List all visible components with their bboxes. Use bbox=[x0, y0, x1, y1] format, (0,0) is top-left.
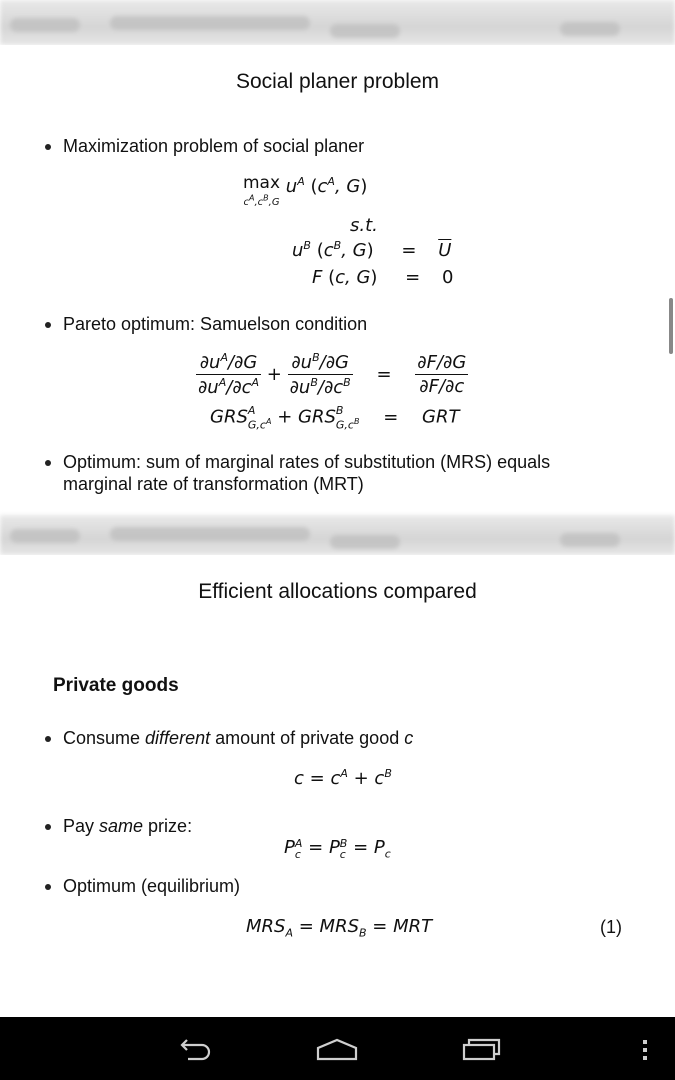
sum-equation: $c = c^A + c^B$ bbox=[294, 767, 392, 789]
bullet-dot bbox=[45, 460, 51, 466]
bullet-item: Consume different amount of private good c bbox=[45, 727, 605, 749]
scrollbar-thumb[interactable] bbox=[669, 298, 673, 354]
bullet-dot bbox=[45, 322, 51, 328]
blurred-toolbar-middle bbox=[0, 515, 675, 555]
grs-grt-equation: GRSA $G,c^A$ + GRSB $G,c^B$ = GRT bbox=[210, 404, 460, 432]
navigation-bar bbox=[0, 1017, 675, 1080]
bullet-item: Pay same prize: bbox=[45, 815, 605, 837]
samuelson-equation: $\frac{\partial u^A/\partial G}{\partial u^A/\partial c^A}$ + $\frac{\partial u^B/\partial G}{\partial u^B/\partial c^B}$ = $\frac{\partial F/\partial G}{\partial F/\partial c}$ bbox=[198, 351, 467, 398]
overflow-menu-icon[interactable] bbox=[640, 1039, 650, 1061]
constraint-utility: $u^B$ ($c^B$, $G) = \overline{U}$ bbox=[292, 239, 452, 261]
bullet-item: Maximization problem of social planer bbox=[45, 135, 605, 157]
slide-title: Efficient allocations compared bbox=[198, 580, 477, 603]
bullet-item: Optimum: sum of marginal rates of substitution (MRS) equals marginal rate of transformation (MRT) bbox=[45, 451, 605, 495]
bullet-item: Optimum (equilibrium) bbox=[45, 875, 605, 897]
subject-to-label: s.t. bbox=[350, 215, 378, 236]
price-equation: PA c = PB $c = P_c$ bbox=[284, 837, 391, 861]
bullet-dot bbox=[45, 144, 51, 150]
section-heading: Private goods bbox=[53, 675, 179, 696]
mrs-equation: $MRS_A = MRS_B$ = MRT bbox=[246, 916, 433, 940]
slide-1 bbox=[0, 45, 675, 515]
bullet-dot bbox=[45, 736, 51, 742]
slide-2 bbox=[0, 555, 675, 1017]
blurred-toolbar-top bbox=[0, 0, 675, 45]
bullet-dot bbox=[45, 824, 51, 830]
recents-icon[interactable] bbox=[462, 1037, 502, 1061]
slide-title: Social planer problem bbox=[235, 70, 440, 93]
back-icon[interactable] bbox=[174, 1037, 214, 1061]
objective-function: max $c^A,c^B,G$ $u^A$ ($c^A$, G) bbox=[243, 173, 368, 209]
home-icon[interactable] bbox=[316, 1037, 358, 1061]
bullet-item: Pareto optimum: Samuelson condition bbox=[45, 313, 605, 335]
equation-number: (1) bbox=[600, 917, 622, 937]
constraint-production: F (c, G) = 0 bbox=[312, 267, 454, 288]
bullet-dot bbox=[45, 884, 51, 890]
